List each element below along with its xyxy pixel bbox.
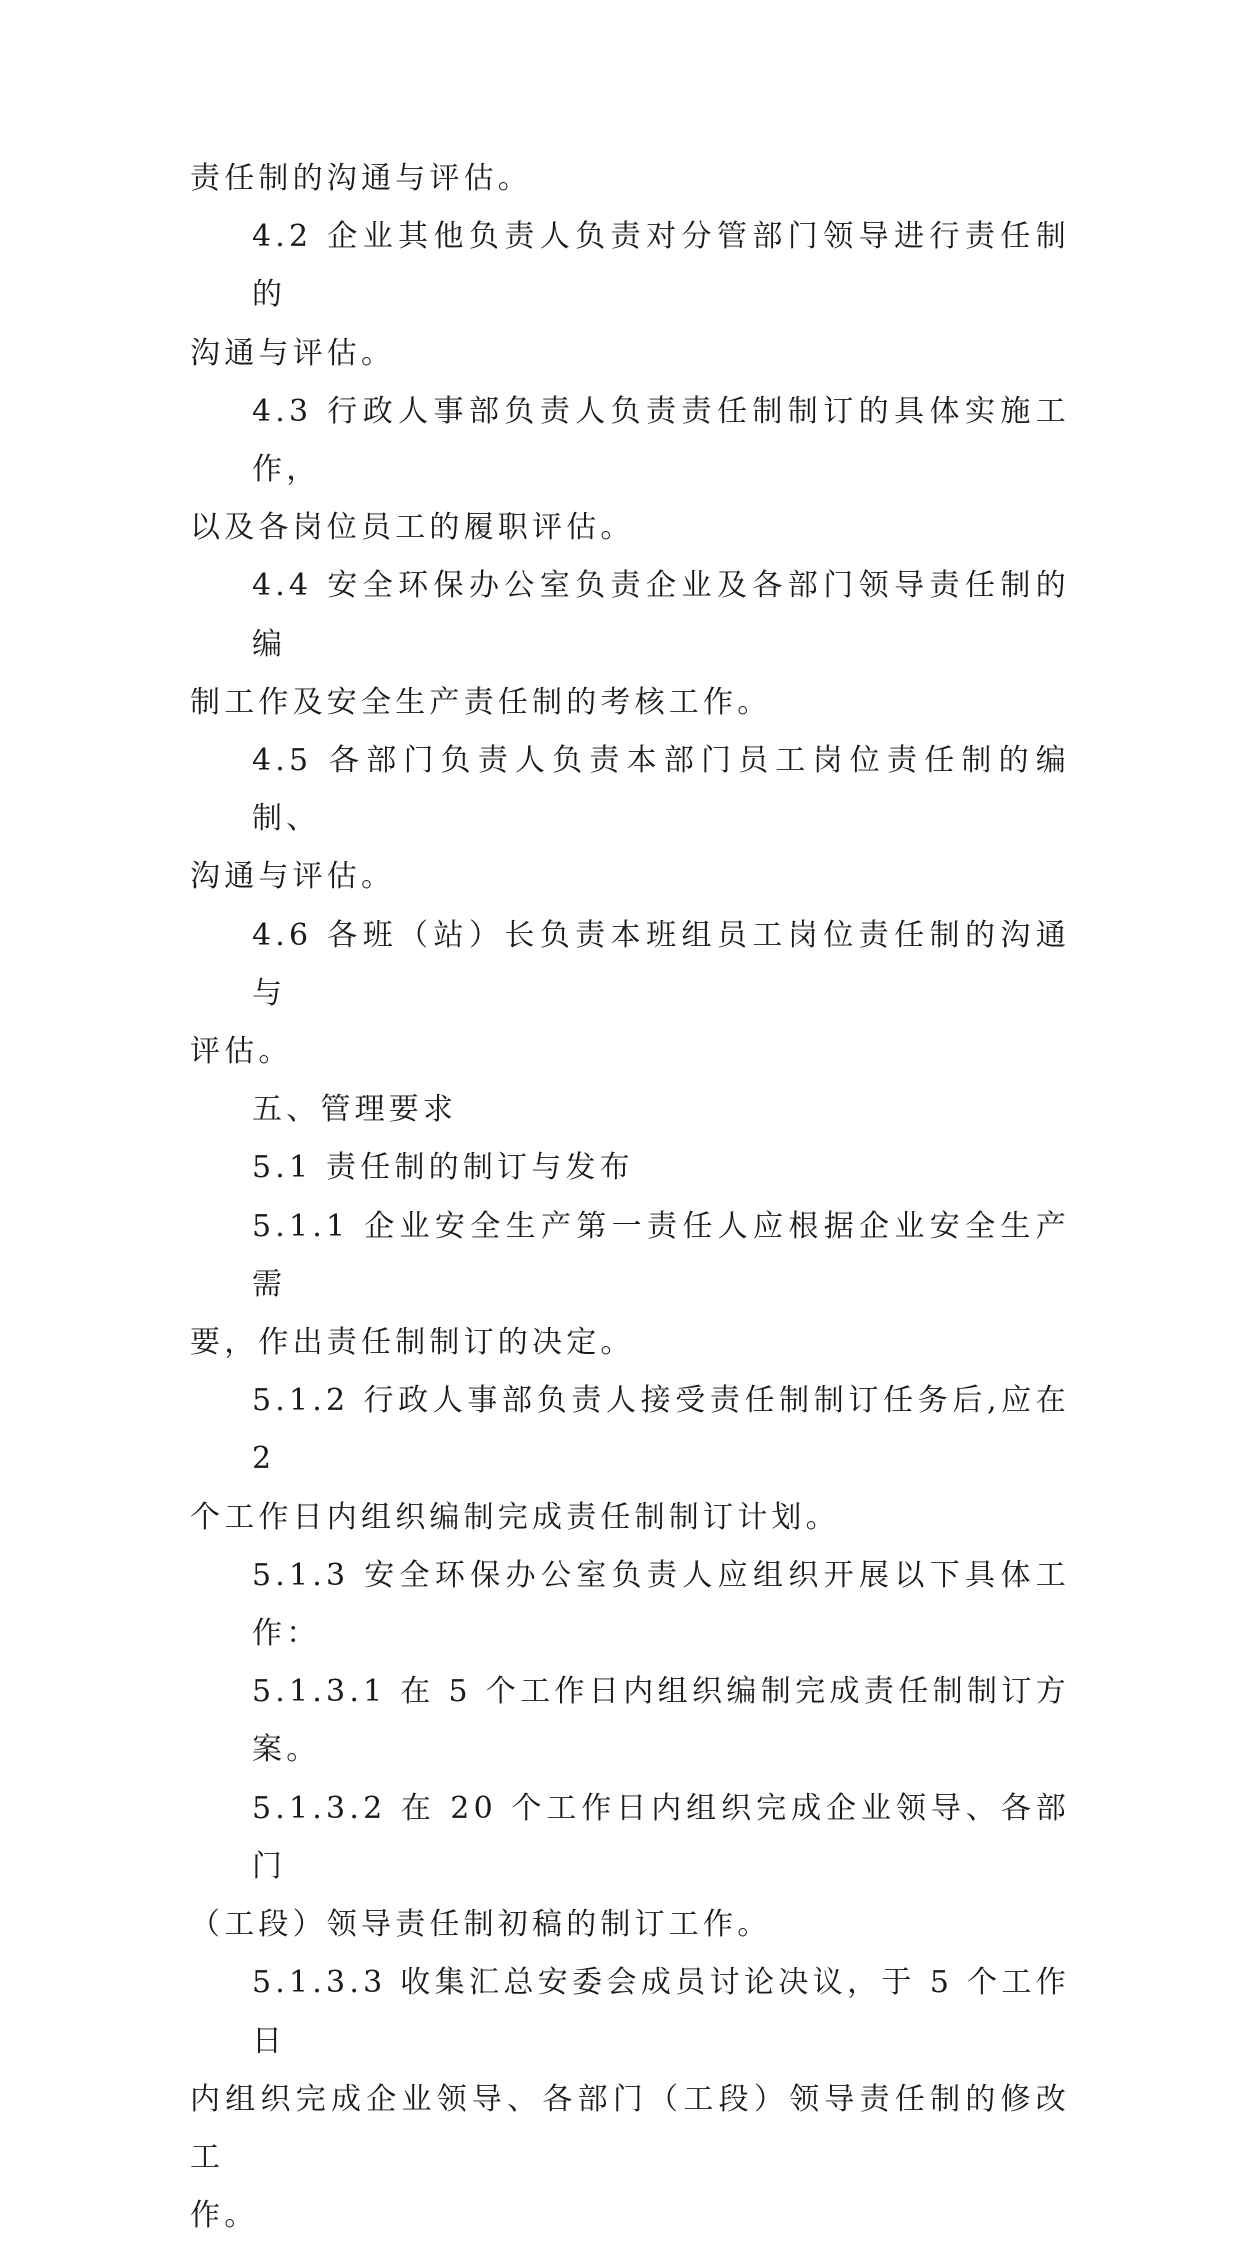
paragraph-5-1-3-1 xyxy=(190,1663,1070,1779)
text-line: 评估。 xyxy=(190,1034,293,1070)
text-line: 作。 xyxy=(190,2198,259,2234)
paragraph-4-2 xyxy=(190,208,1070,383)
paragraph-5-1-3-3 xyxy=(190,1954,1070,2245)
subsection-heading xyxy=(190,1139,1070,1197)
paragraph-4-4 xyxy=(190,557,1070,732)
text-line: 以及各岗位员工的履职评估。 xyxy=(190,510,635,546)
paragraph-4-5 xyxy=(190,732,1070,907)
paragraph-5-1-1 xyxy=(190,1198,1070,1373)
text-line: 5.1.2 行政人事部负责人接受责任制制订任务后,应在 2 xyxy=(252,1383,1070,1477)
text-line: 4.3 行政人事部负责人负责责任制制订的具体实施工作， xyxy=(252,393,1070,488)
paragraph-4-6 xyxy=(190,907,1070,1082)
text-line: 要，作出责任制制订的决定。 xyxy=(190,1325,635,1361)
text-line: 4.6 各班（站）长负责本班组员工岗位责任制的沟通与 xyxy=(252,917,1070,1011)
text-line: 制工作及安全生产责任制的考核工作。 xyxy=(190,684,772,720)
section-heading xyxy=(190,1081,1070,1139)
text-line: 5.1.3 安全环保办公室负责人应组织开展以下具体工作： xyxy=(252,1557,1070,1652)
text-line: 个工作日内组织编制完成责任制制订计划。 xyxy=(190,1499,840,1535)
text-line: （工段）领导责任制初稿的制订工作。 xyxy=(190,1907,772,1943)
text-line: 责任制的沟通与评估。 xyxy=(190,161,532,196)
text-line: 5.1 责任制的制订与发布 xyxy=(252,1150,634,1186)
text-line: 内组织完成企业领导、各部门（工段）领导责任制的修改工 xyxy=(190,2081,1070,2175)
paragraph-5-1-2 xyxy=(190,1372,1070,1547)
text-line: 4.2 企业其他负责人负责对分管部门领导进行责任制的 xyxy=(252,219,1070,313)
paragraph xyxy=(190,150,1070,208)
text-line: 5.1.3.3 收集汇总安委会成员讨论决议，于 5 个工作日 xyxy=(252,1965,1070,2059)
text-line: 沟通与评估。 xyxy=(190,859,396,895)
paragraph-4-3 xyxy=(190,383,1070,558)
text-line: 沟通与评估。 xyxy=(190,335,396,371)
text-line: 五、管理要求 xyxy=(252,1092,458,1128)
text-line: 4.5 各部门负责人负责本部门员工岗位责任制的编制、 xyxy=(252,743,1070,837)
text-line: 5.1.1 企业安全生产第一责任人应根据企业安全生产需 xyxy=(252,1208,1070,1302)
document-body xyxy=(190,150,1070,2245)
text-line: 5.1.3.1 在 5 个工作日内组织编制完成责任制制订方案。 xyxy=(252,1674,1070,1768)
text-line: 5.1.3.2 在 20 个工作日内组织完成企业领导、各部门 xyxy=(252,1790,1070,1884)
text-line: 4.4 安全环保办公室负责企业及各部门领导责任制的编 xyxy=(252,568,1070,662)
paragraph-5-1-3-2 xyxy=(190,1780,1070,1955)
paragraph-5-1-3 xyxy=(190,1547,1070,1663)
